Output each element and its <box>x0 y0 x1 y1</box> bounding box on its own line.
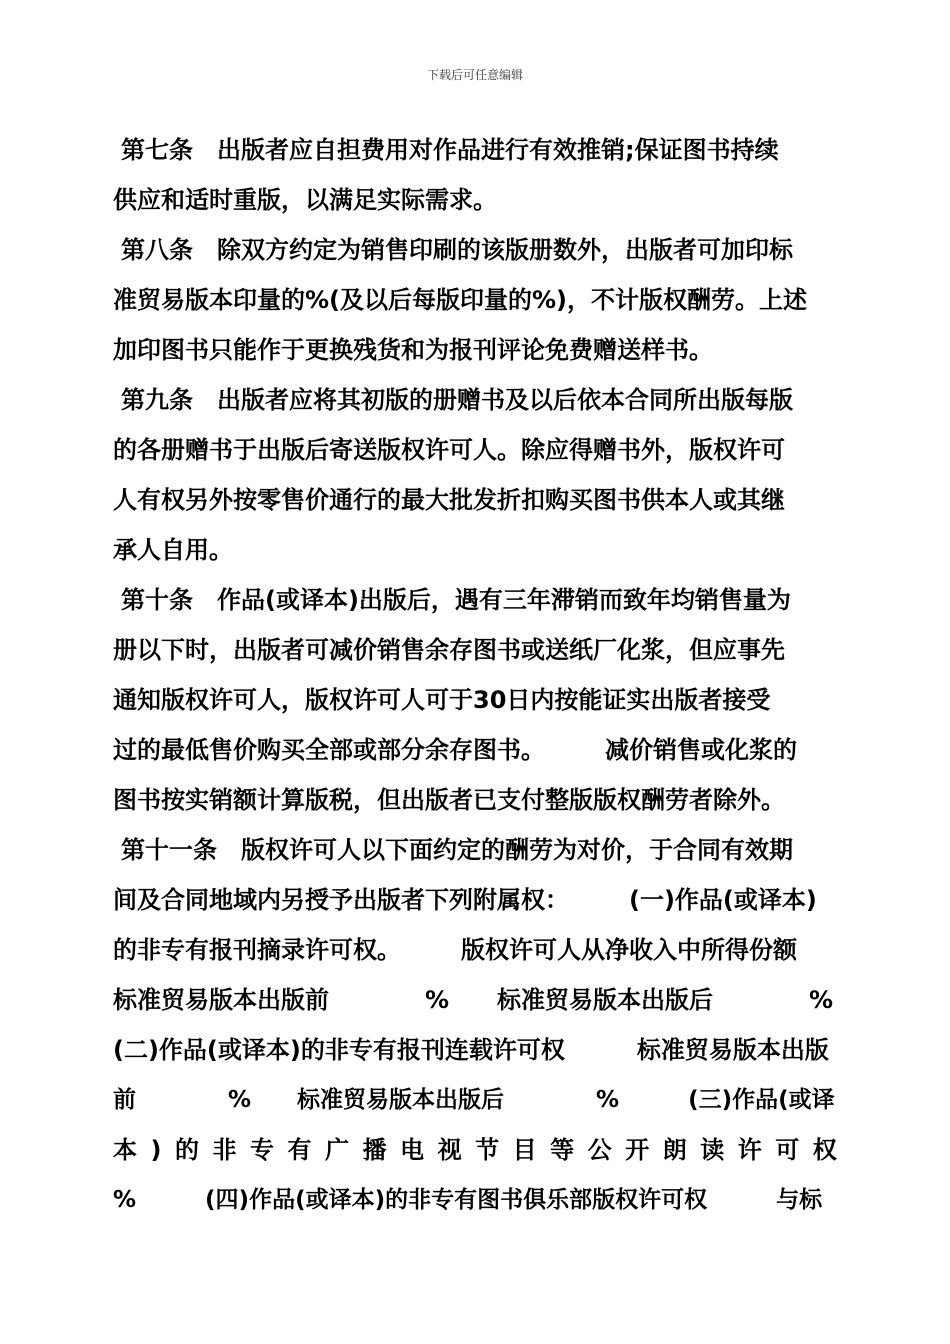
text-line: 册以下时，出版者可减价销售余存图书或送纸厂化浆，但应事先 <box>113 636 785 664</box>
text-line: 第十条 作品(或译本)出版后，遇有三年滞销而致年均销售量为 <box>121 586 791 614</box>
text-line: 过的最低售价购买全部或部分余存图书。 减价销售或化浆的 <box>113 736 797 764</box>
page-header-note: 下载后可任意编辑 <box>426 68 523 82</box>
text-char: 有 <box>287 1136 312 1164</box>
text-line: 承人自用。 <box>113 536 233 564</box>
text-line: 供应和适时重版，以满足实际需求。 <box>113 186 497 214</box>
text-line: 准贸易版本印量的%(及以后每版印量的%)，不计版权酬劳。上述 <box>113 286 808 314</box>
text-char: 节 <box>475 1136 500 1164</box>
text-line: 的各册赠书于出版后寄送版权许可人。除应得赠书外，版权许可 <box>113 436 785 464</box>
text-line: 前 % 标准贸易版本出版后 % (三)作品(或译 <box>113 1087 835 1113</box>
text-char: 权 <box>812 1136 837 1164</box>
text-char: 本 <box>113 1136 137 1164</box>
text-line: 图书按实销额计算版税，但出版者已支付整版版权酬劳者除外。 <box>113 786 785 814</box>
text-line: 通知版权许可人，版权许可人可于30日内按能证实出版者接受 <box>113 686 771 714</box>
text-line: 第十一条 版权许可人以下面约定的酬劳为对价，于合同有效期 <box>121 836 793 864</box>
text-line: 第九条 出版者应将其初版的册赠书及以后依本合同所出版每版 <box>121 386 793 414</box>
text-char: 可 <box>775 1136 800 1164</box>
text-line: 第八条 除双方约定为销售印刷的该版册数外，出版者可加印标 <box>121 236 793 264</box>
text-char: 开 <box>625 1136 650 1164</box>
text-line: 人有权另外按零售价通行的最大批发折扣购买图书供本人或其继 <box>113 486 785 514</box>
text-char: 非 <box>212 1136 237 1164</box>
text-char: 电 <box>400 1136 425 1164</box>
text-char: 专 <box>250 1136 275 1164</box>
text-char: 读 <box>700 1136 725 1164</box>
text-char: 朗 <box>662 1136 687 1164</box>
text-char: 许 <box>737 1136 762 1164</box>
text-char: 目 <box>512 1136 537 1164</box>
text-char: 广 <box>325 1136 350 1164</box>
text-line-justified <box>113 1125 837 1175</box>
text-line: % (四)作品(或译本)的非专有图书俱乐部版权许可权 与标 <box>113 1187 823 1213</box>
text-line: 第七条 出版者应自担费用对作品进行有效推销;保证图书持续 <box>121 136 779 164</box>
text-char: 播 <box>362 1136 387 1164</box>
text-char: 公 <box>587 1136 612 1164</box>
text-char: 视 <box>437 1136 462 1164</box>
text-line: (二)作品(或译本)的非专有报刊连载许可权 标准贸易版本出版 <box>113 1036 829 1064</box>
text-line: 的非专有报刊摘录许可权。 版权许可人从净收入中所得份额 <box>113 936 797 964</box>
text-line: 间及合同地域内另授予出版者下列附属权： (一)作品(或译本) <box>113 886 817 914</box>
text-char: ) <box>150 1136 162 1164</box>
text-line: 标准贸易版本出版前 % 标准贸易版本出版后 % <box>113 986 834 1014</box>
text-char: 的 <box>175 1136 199 1164</box>
text-line: 加印图书只能作于更换残货和为报刊评论免费赠送样书。 <box>113 336 713 364</box>
text-char: 等 <box>550 1136 575 1164</box>
